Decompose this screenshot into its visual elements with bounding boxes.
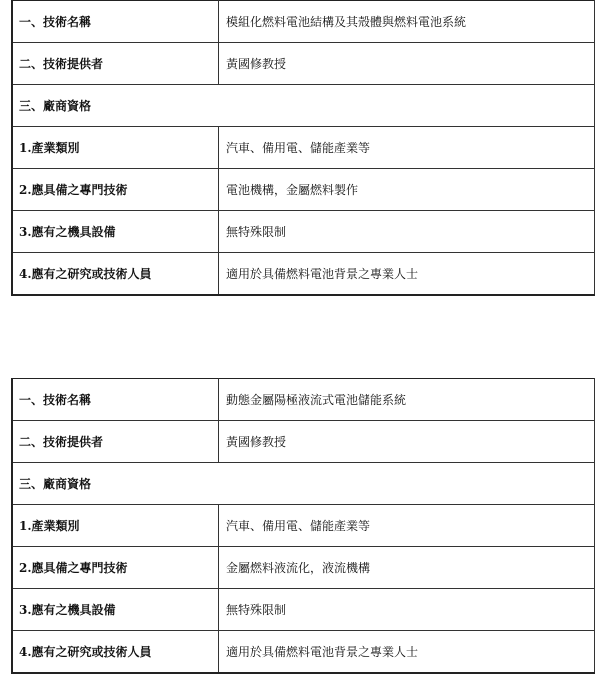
personnel-label: 4.應有之研究或技術人員	[12, 631, 219, 674]
tech-name-value: 模組化燃料電池結構及其殼體與燃料電池系統	[219, 1, 595, 43]
personnel-label: 4.應有之研究或技術人員	[12, 253, 219, 296]
expertise-value: 電池機構，金屬燃料製作	[219, 169, 595, 211]
table-row	[12, 169, 595, 211]
table-row	[12, 631, 595, 674]
provider-value: 黃國修教授	[219, 421, 595, 463]
provider-value: 黃國修教授	[219, 43, 595, 85]
tech-transfer-table-1	[11, 0, 595, 296]
table-row	[12, 379, 595, 421]
provider-label: 二、技術提供者	[12, 421, 219, 463]
table-row	[12, 253, 595, 296]
tech-name-label: 一、技術名稱	[12, 379, 219, 421]
table-row	[12, 547, 595, 589]
table-row	[12, 421, 595, 463]
table-row	[12, 1, 595, 43]
expertise-label: 2.應具備之專門技術	[12, 547, 219, 589]
table-row	[12, 43, 595, 85]
industry-value: 汽車、備用電、儲能產業等	[219, 505, 595, 547]
table-row	[12, 85, 595, 127]
equipment-label: 3.應有之機具設備	[12, 211, 219, 253]
equipment-value: 無特殊限制	[219, 589, 595, 631]
table-row	[12, 211, 595, 253]
industry-label: 1.產業類別	[12, 127, 219, 169]
qualification-section-label: 三、廠商資格	[12, 85, 595, 127]
table-row	[12, 127, 595, 169]
tech-name-label: 一、技術名稱	[12, 1, 219, 43]
tech-transfer-table-2	[11, 378, 595, 674]
qualification-section-label: 三、廠商資格	[12, 463, 595, 505]
industry-value: 汽車、備用電、儲能產業等	[219, 127, 595, 169]
personnel-value: 適用於具備燃料電池背景之專業人士	[219, 631, 595, 674]
personnel-value: 適用於具備燃料電池背景之專業人士	[219, 253, 595, 296]
table-row	[12, 463, 595, 505]
tech-name-value: 動態金屬陽極液流式電池儲能系統	[219, 379, 595, 421]
equipment-label: 3.應有之機具設備	[12, 589, 219, 631]
equipment-value: 無特殊限制	[219, 211, 595, 253]
industry-label: 1.產業類別	[12, 505, 219, 547]
provider-label: 二、技術提供者	[12, 43, 219, 85]
table-row	[12, 505, 595, 547]
expertise-value: 金屬燃料液流化，液流機構	[219, 547, 595, 589]
table-row	[12, 589, 595, 631]
expertise-label: 2.應具備之專門技術	[12, 169, 219, 211]
